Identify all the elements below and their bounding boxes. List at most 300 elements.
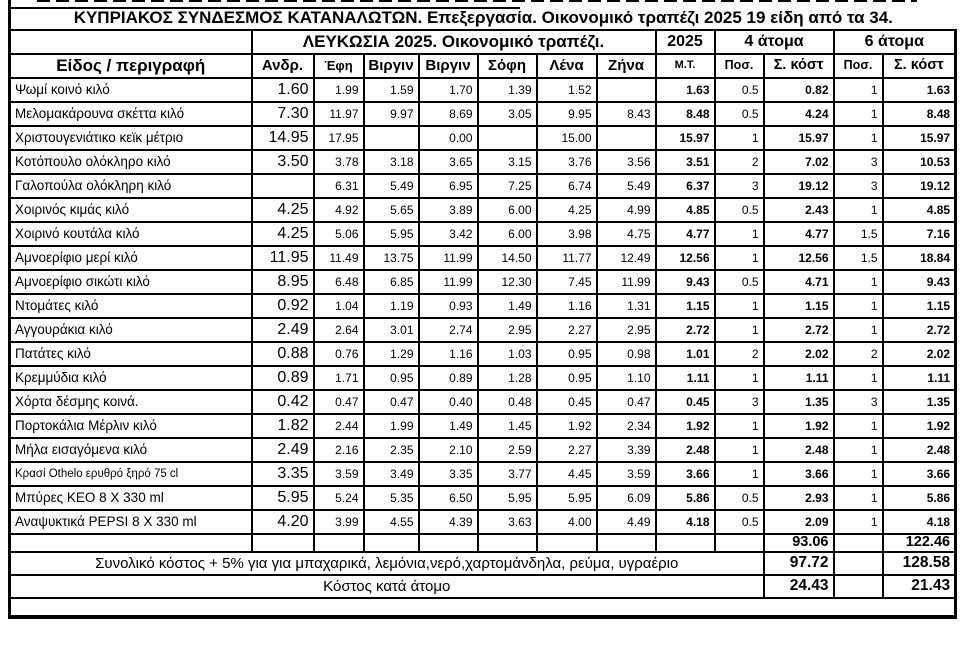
mean-price: 4.85 bbox=[656, 198, 715, 222]
price-andr: 1.82 bbox=[252, 414, 314, 438]
price-lena: 1.52 bbox=[537, 78, 597, 102]
price-andr: 0.89 bbox=[252, 366, 314, 390]
qty-6: 1 bbox=[834, 198, 883, 222]
price-efi: 6.31 bbox=[314, 174, 364, 198]
item-row bbox=[10, 246, 956, 270]
price-efi: 1.71 bbox=[314, 366, 364, 390]
price-virgin1: 4.55 bbox=[364, 510, 419, 534]
price-efi: 17.95 bbox=[314, 126, 364, 150]
price-zina: 2.34 bbox=[597, 414, 656, 438]
price-zina: 1.10 bbox=[597, 366, 656, 390]
price-virgin1: 3.18 bbox=[364, 150, 419, 174]
qty-4: 1 bbox=[715, 462, 764, 486]
price-sofi bbox=[478, 126, 537, 150]
item-row bbox=[10, 126, 956, 150]
surcharge-cost-4: 97.72 bbox=[764, 552, 834, 575]
price-andr: 0.92 bbox=[252, 294, 314, 318]
price-virgin1: 5.65 bbox=[364, 198, 419, 222]
cost-4: 2.02 bbox=[764, 342, 834, 366]
mean-price: 3.66 bbox=[656, 462, 715, 486]
mean-price: 2.72 bbox=[656, 318, 715, 342]
empty-cell bbox=[834, 575, 883, 598]
item-row bbox=[10, 510, 956, 534]
item-name: Πορτοκάλια Μέρλιν κιλό bbox=[10, 414, 252, 438]
price-lena: 1.16 bbox=[537, 294, 597, 318]
item-name: Αμνοερίφιο σικώτι κιλό bbox=[10, 270, 252, 294]
price-sofi: 1.49 bbox=[478, 294, 537, 318]
price-zina: 3.56 bbox=[597, 150, 656, 174]
price-andr bbox=[252, 174, 314, 198]
group-header-row bbox=[10, 30, 956, 54]
price-zina: 4.99 bbox=[597, 198, 656, 222]
price-virgin2: 6.50 bbox=[419, 486, 478, 510]
price-zina: 0.98 bbox=[597, 342, 656, 366]
price-virgin1: 3.49 bbox=[364, 462, 419, 486]
price-efi: 1.99 bbox=[314, 78, 364, 102]
item-name: Κρεμμύδια κιλό bbox=[10, 366, 252, 390]
col-header-cost: Σ. κόστ bbox=[883, 54, 956, 78]
col-header-person: Έφη bbox=[314, 54, 364, 78]
empty-bottom-row bbox=[10, 598, 956, 617]
empty-cell bbox=[715, 534, 764, 552]
item-name: Γαλοπούλα ολόκληρη κιλό bbox=[10, 174, 252, 198]
item-row bbox=[10, 390, 956, 414]
cost-6: 3.66 bbox=[883, 462, 956, 486]
group6-header: 6 άτομα bbox=[834, 30, 956, 54]
price-sofi: 3.77 bbox=[478, 462, 537, 486]
empty-cell bbox=[419, 534, 478, 552]
price-sofi: 1.45 bbox=[478, 414, 537, 438]
item-name: Κρασί Othelo ερυθρό ξηρό 75 cl bbox=[10, 462, 252, 486]
price-virgin2: 0.40 bbox=[419, 390, 478, 414]
price-sofi: 1.03 bbox=[478, 342, 537, 366]
price-efi: 3.59 bbox=[314, 462, 364, 486]
qty-6: 1 bbox=[834, 366, 883, 390]
qty-4: 1 bbox=[715, 126, 764, 150]
price-virgin2: 6.95 bbox=[419, 174, 478, 198]
price-andr: 5.95 bbox=[252, 486, 314, 510]
price-virgin2: 3.65 bbox=[419, 150, 478, 174]
item-name: Χριστουγενιάτικο κεϊκ μέτριο bbox=[10, 126, 252, 150]
qty-6: 2 bbox=[834, 342, 883, 366]
price-virgin2: 1.70 bbox=[419, 78, 478, 102]
empty-cell bbox=[478, 534, 537, 552]
price-zina: 0.47 bbox=[597, 390, 656, 414]
price-virgin2: 2.74 bbox=[419, 318, 478, 342]
item-row bbox=[10, 198, 956, 222]
price-zina: 6.09 bbox=[597, 486, 656, 510]
year-header: 2025 bbox=[656, 30, 715, 54]
price-sofi: 3.63 bbox=[478, 510, 537, 534]
qty-4: 1 bbox=[715, 366, 764, 390]
qty-6: 1 bbox=[834, 438, 883, 462]
price-andr: 8.95 bbox=[252, 270, 314, 294]
price-efi: 11.97 bbox=[314, 102, 364, 126]
price-zina: 4.49 bbox=[597, 510, 656, 534]
qty-6: 1 bbox=[834, 78, 883, 102]
cost-6: 10.53 bbox=[883, 150, 956, 174]
table-body bbox=[10, 78, 956, 534]
item-name: Αγγουράκια κιλό bbox=[10, 318, 252, 342]
item-row bbox=[10, 222, 956, 246]
cost-4: 1.11 bbox=[764, 366, 834, 390]
qty-6: 3 bbox=[834, 174, 883, 198]
price-virgin1: 5.35 bbox=[364, 486, 419, 510]
cost-6: 1.92 bbox=[883, 414, 956, 438]
price-zina: 3.39 bbox=[597, 438, 656, 462]
qty-4: 1 bbox=[715, 294, 764, 318]
cost-4: 7.02 bbox=[764, 150, 834, 174]
qty-6: 1 bbox=[834, 510, 883, 534]
surcharge-cost-6: 128.58 bbox=[883, 552, 956, 575]
price-efi: 3.99 bbox=[314, 510, 364, 534]
price-lena: 5.95 bbox=[537, 486, 597, 510]
price-virgin2: 1.49 bbox=[419, 414, 478, 438]
price-sofi: 1.39 bbox=[478, 78, 537, 102]
price-virgin1: 0.95 bbox=[364, 366, 419, 390]
qty-6: 1 bbox=[834, 462, 883, 486]
price-efi: 5.06 bbox=[314, 222, 364, 246]
qty-4: 0.5 bbox=[715, 102, 764, 126]
price-andr: 4.25 bbox=[252, 198, 314, 222]
item-name: Χοιρινό κουτάλα κιλό bbox=[10, 222, 252, 246]
item-row bbox=[10, 150, 956, 174]
col-header-person: Βιργιν bbox=[419, 54, 478, 78]
price-andr: 7.30 bbox=[252, 102, 314, 126]
price-efi: 6.48 bbox=[314, 270, 364, 294]
empty-cell bbox=[364, 534, 419, 552]
price-lena: 9.95 bbox=[537, 102, 597, 126]
qty-4: 2 bbox=[715, 342, 764, 366]
mean-price: 4.18 bbox=[656, 510, 715, 534]
per-person-label: Κόστος κατά άτομο bbox=[10, 575, 764, 598]
cost-4: 2.43 bbox=[764, 198, 834, 222]
page-break-dashed-line bbox=[37, 0, 917, 2]
price-lena: 6.74 bbox=[537, 174, 597, 198]
col-header-qty: Ποσ. bbox=[715, 54, 764, 78]
price-virgin2: 3.89 bbox=[419, 198, 478, 222]
price-virgin1: 5.49 bbox=[364, 174, 419, 198]
qty-6: 1 bbox=[834, 486, 883, 510]
price-lena: 4.25 bbox=[537, 198, 597, 222]
qty-4: 1 bbox=[715, 246, 764, 270]
price-virgin1: 1.29 bbox=[364, 342, 419, 366]
item-row bbox=[10, 462, 956, 486]
item-row bbox=[10, 318, 956, 342]
mean-price: 9.43 bbox=[656, 270, 715, 294]
mean-price: 8.48 bbox=[656, 102, 715, 126]
empty-cell bbox=[314, 534, 364, 552]
qty-6: 1.5 bbox=[834, 222, 883, 246]
price-zina bbox=[597, 126, 656, 150]
price-andr: 0.42 bbox=[252, 390, 314, 414]
price-virgin2: 11.99 bbox=[419, 246, 478, 270]
empty-cell bbox=[656, 534, 715, 552]
price-sofi: 7.25 bbox=[478, 174, 537, 198]
price-sofi: 5.95 bbox=[478, 486, 537, 510]
col-header-person: Λένα bbox=[537, 54, 597, 78]
surcharge-label: Συνολικό κόστος + 5% για για μπαχαρικά, λεμόνια,νερό,χαρτομάνδηλα, ρεύμα, υγραέριο bbox=[10, 552, 764, 575]
item-row bbox=[10, 366, 956, 390]
price-andr: 2.49 bbox=[252, 318, 314, 342]
cost-6: 1.11 bbox=[883, 366, 956, 390]
page-title: ΚΥΠΡΙΑΚΟΣ ΣΥΝΔΕΣΜΟΣ ΚΑΤΑΝΑΛΩΤΩΝ. Επεξεργασία. Οικονομικό τραπέζι 2025 19 είδη από τα 34. bbox=[10, 7, 956, 30]
qty-4: 1 bbox=[715, 414, 764, 438]
item-name: Ντομάτες κιλό bbox=[10, 294, 252, 318]
item-name: Κοτόπουλο ολόκληρο κιλό bbox=[10, 150, 252, 174]
mean-price: 12.56 bbox=[656, 246, 715, 270]
price-virgin1: 13.75 bbox=[364, 246, 419, 270]
cost-4: 1.92 bbox=[764, 414, 834, 438]
item-row bbox=[10, 270, 956, 294]
item-row bbox=[10, 78, 956, 102]
price-virgin2: 0.89 bbox=[419, 366, 478, 390]
cost-6: 9.43 bbox=[883, 270, 956, 294]
price-lena: 0.95 bbox=[537, 366, 597, 390]
cost-6: 2.02 bbox=[883, 342, 956, 366]
column-header-row bbox=[10, 54, 956, 78]
cost-6: 1.63 bbox=[883, 78, 956, 102]
qty-4: 1 bbox=[715, 438, 764, 462]
qty-6: 3 bbox=[834, 390, 883, 414]
price-efi: 2.44 bbox=[314, 414, 364, 438]
mean-price: 1.11 bbox=[656, 366, 715, 390]
totals-row bbox=[10, 534, 956, 552]
per-person-cost-4: 24.43 bbox=[764, 575, 834, 598]
cost-6: 1.15 bbox=[883, 294, 956, 318]
cost-4: 4.24 bbox=[764, 102, 834, 126]
price-andr: 2.49 bbox=[252, 438, 314, 462]
price-andr: 14.95 bbox=[252, 126, 314, 150]
price-virgin1: 3.01 bbox=[364, 318, 419, 342]
price-virgin1: 0.47 bbox=[364, 390, 419, 414]
qty-4: 2 bbox=[715, 150, 764, 174]
cost-6: 2.48 bbox=[883, 438, 956, 462]
price-zina bbox=[597, 78, 656, 102]
price-andr: 4.20 bbox=[252, 510, 314, 534]
cost-4: 1.35 bbox=[764, 390, 834, 414]
qty-6: 1 bbox=[834, 414, 883, 438]
price-zina: 3.59 bbox=[597, 462, 656, 486]
price-lena: 4.00 bbox=[537, 510, 597, 534]
price-andr: 3.50 bbox=[252, 150, 314, 174]
item-row bbox=[10, 486, 956, 510]
price-virgin1: 1.59 bbox=[364, 78, 419, 102]
mean-price: 2.48 bbox=[656, 438, 715, 462]
item-name: Μελομακάρουνα σκέττα κιλό bbox=[10, 102, 252, 126]
qty-4: 0.5 bbox=[715, 198, 764, 222]
price-virgin1: 9.97 bbox=[364, 102, 419, 126]
price-lena: 0.95 bbox=[537, 342, 597, 366]
mean-price: 0.45 bbox=[656, 390, 715, 414]
price-virgin1: 5.95 bbox=[364, 222, 419, 246]
item-name: Πατάτες κιλό bbox=[10, 342, 252, 366]
col-header-person: Σόφη bbox=[478, 54, 537, 78]
price-efi: 2.16 bbox=[314, 438, 364, 462]
price-zina: 11.99 bbox=[597, 270, 656, 294]
price-lena: 3.98 bbox=[537, 222, 597, 246]
col-header-person: Ζήνα bbox=[597, 54, 656, 78]
empty-cell bbox=[10, 534, 252, 552]
col-header-person: Βιργιν bbox=[364, 54, 419, 78]
mean-price: 1.92 bbox=[656, 414, 715, 438]
qty-6: 3 bbox=[834, 150, 883, 174]
price-lena: 0.45 bbox=[537, 390, 597, 414]
item-name: Ψωμί κοινό κιλό bbox=[10, 78, 252, 102]
cost-4: 4.77 bbox=[764, 222, 834, 246]
item-row bbox=[10, 342, 956, 366]
price-sofi: 6.00 bbox=[478, 198, 537, 222]
empty-cell bbox=[252, 534, 314, 552]
price-virgin1: 1.19 bbox=[364, 294, 419, 318]
qty-4: 3 bbox=[715, 390, 764, 414]
col-header-cost: Σ. κόστ bbox=[764, 54, 834, 78]
item-row bbox=[10, 294, 956, 318]
corner-cell bbox=[10, 30, 252, 54]
price-virgin2: 0.93 bbox=[419, 294, 478, 318]
empty-cell bbox=[10, 598, 956, 617]
price-sofi: 3.15 bbox=[478, 150, 537, 174]
price-virgin2: 8.69 bbox=[419, 102, 478, 126]
qty-4: 0.5 bbox=[715, 486, 764, 510]
col-header-item: Είδος / περιγραφή bbox=[10, 54, 252, 78]
cost-4: 19.12 bbox=[764, 174, 834, 198]
empty-cell bbox=[537, 534, 597, 552]
price-virgin1: 1.99 bbox=[364, 414, 419, 438]
price-lena: 11.77 bbox=[537, 246, 597, 270]
city-header: ΛΕΥΚΩΣΙΑ 2025. Οικονομικό τραπέζι. bbox=[252, 30, 656, 54]
price-lena: 2.27 bbox=[537, 318, 597, 342]
mean-price: 15.97 bbox=[656, 126, 715, 150]
qty-6: 1 bbox=[834, 126, 883, 150]
qty-4: 3 bbox=[715, 174, 764, 198]
item-name: Αμνοερίφιο μερί κιλό bbox=[10, 246, 252, 270]
cost-6: 8.48 bbox=[883, 102, 956, 126]
total-cost-4: 93.06 bbox=[764, 534, 834, 552]
mean-price: 1.01 bbox=[656, 342, 715, 366]
price-virgin2: 3.35 bbox=[419, 462, 478, 486]
price-efi: 4.92 bbox=[314, 198, 364, 222]
price-efi: 1.04 bbox=[314, 294, 364, 318]
price-sofi: 1.28 bbox=[478, 366, 537, 390]
cost-6: 5.86 bbox=[883, 486, 956, 510]
cost-4: 1.15 bbox=[764, 294, 834, 318]
price-zina: 12.49 bbox=[597, 246, 656, 270]
price-sofi: 6.00 bbox=[478, 222, 537, 246]
price-andr: 11.95 bbox=[252, 246, 314, 270]
price-virgin2: 4.39 bbox=[419, 510, 478, 534]
cost-4: 2.93 bbox=[764, 486, 834, 510]
price-lena: 3.76 bbox=[537, 150, 597, 174]
mean-price: 5.86 bbox=[656, 486, 715, 510]
empty-cell bbox=[834, 534, 883, 552]
price-virgin2: 2.10 bbox=[419, 438, 478, 462]
item-row bbox=[10, 174, 956, 198]
price-virgin2: 1.16 bbox=[419, 342, 478, 366]
price-sofi: 2.59 bbox=[478, 438, 537, 462]
price-sofi: 2.95 bbox=[478, 318, 537, 342]
price-efi: 11.49 bbox=[314, 246, 364, 270]
price-sofi: 14.50 bbox=[478, 246, 537, 270]
price-efi: 5.24 bbox=[314, 486, 364, 510]
item-name: Αναψυκτικά PEPSI 8 Χ 330 ml bbox=[10, 510, 252, 534]
mean-price: 4.77 bbox=[656, 222, 715, 246]
qty-6: 1 bbox=[834, 294, 883, 318]
cost-6: 4.18 bbox=[883, 510, 956, 534]
qty-6: 1 bbox=[834, 102, 883, 126]
mean-price: 6.37 bbox=[656, 174, 715, 198]
item-name: Μπύρες ΚΕΟ 8 Χ 330 ml bbox=[10, 486, 252, 510]
item-row bbox=[10, 438, 956, 462]
cost-6: 19.12 bbox=[883, 174, 956, 198]
price-virgin2: 3.42 bbox=[419, 222, 478, 246]
cost-4: 0.82 bbox=[764, 78, 834, 102]
price-zina: 1.31 bbox=[597, 294, 656, 318]
price-virgin2: 11.99 bbox=[419, 270, 478, 294]
item-name: Χόρτα δέσμης κοινά. bbox=[10, 390, 252, 414]
qty-6: 1 bbox=[834, 270, 883, 294]
cost-4: 15.97 bbox=[764, 126, 834, 150]
price-virgin1: 6.85 bbox=[364, 270, 419, 294]
cost-4: 4.71 bbox=[764, 270, 834, 294]
empty-cell bbox=[834, 552, 883, 575]
surcharge-row bbox=[10, 552, 956, 575]
price-virgin1: 2.35 bbox=[364, 438, 419, 462]
price-lena: 1.92 bbox=[537, 414, 597, 438]
price-andr: 3.35 bbox=[252, 462, 314, 486]
cost-6: 4.85 bbox=[883, 198, 956, 222]
price-andr: 0.88 bbox=[252, 342, 314, 366]
qty-6: 1 bbox=[834, 318, 883, 342]
cost-4: 3.66 bbox=[764, 462, 834, 486]
price-efi: 0.47 bbox=[314, 390, 364, 414]
cost-6: 18.84 bbox=[883, 246, 956, 270]
cost-4: 12.56 bbox=[764, 246, 834, 270]
group4-header: 4 άτομα bbox=[715, 30, 834, 54]
qty-4: 0.5 bbox=[715, 510, 764, 534]
mean-price: 3.51 bbox=[656, 150, 715, 174]
price-andr: 1.60 bbox=[252, 78, 314, 102]
cost-6: 15.97 bbox=[883, 126, 956, 150]
price-zina: 2.95 bbox=[597, 318, 656, 342]
qty-6: 1.5 bbox=[834, 246, 883, 270]
cost-4: 2.09 bbox=[764, 510, 834, 534]
mean-price: 1.15 bbox=[656, 294, 715, 318]
qty-4: 1 bbox=[715, 222, 764, 246]
item-row bbox=[10, 414, 956, 438]
item-row bbox=[10, 102, 956, 126]
title-row bbox=[10, 7, 956, 30]
per-person-cost-6: 21.43 bbox=[883, 575, 956, 598]
qty-4: 1 bbox=[715, 318, 764, 342]
item-name: Μήλα εισαγόμενα κιλό bbox=[10, 438, 252, 462]
price-lena: 2.27 bbox=[537, 438, 597, 462]
empty-cell bbox=[597, 534, 656, 552]
total-cost-6: 122.46 bbox=[883, 534, 956, 552]
qty-4: 0.5 bbox=[715, 270, 764, 294]
cost-6: 7.16 bbox=[883, 222, 956, 246]
price-sofi: 3.05 bbox=[478, 102, 537, 126]
price-virgin1 bbox=[364, 126, 419, 150]
price-zina: 8.43 bbox=[597, 102, 656, 126]
price-lena: 7.45 bbox=[537, 270, 597, 294]
cost-6: 1.35 bbox=[883, 390, 956, 414]
mean-price: 1.63 bbox=[656, 78, 715, 102]
price-zina: 4.75 bbox=[597, 222, 656, 246]
col-header-qty: Ποσ. bbox=[834, 54, 883, 78]
price-virgin2: 0.00 bbox=[419, 126, 478, 150]
price-efi: 0.76 bbox=[314, 342, 364, 366]
